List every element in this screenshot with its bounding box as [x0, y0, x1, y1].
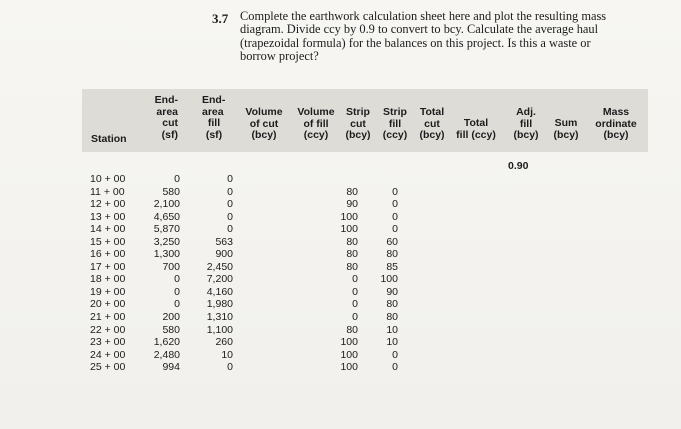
table-cell: 100 — [340, 348, 358, 361]
problem-number: 3.7 — [212, 11, 229, 26]
table-cell: 100 — [340, 336, 358, 349]
table-cell: 0 — [227, 185, 233, 198]
table-cell: 90 — [346, 198, 358, 211]
table-cell: 0 — [352, 285, 358, 298]
problem-line: diagram. Divide ccy by 0.9 to convert to bcy. Calculate the average haul — [240, 22, 599, 37]
table-cell: 994 — [162, 361, 180, 374]
problem-line: Complete the earthwork calculation sheet here and plot the resulting mass — [240, 9, 607, 23]
table-cell: 0 — [174, 273, 180, 286]
header-adj-fill: Adj. fill (bcy) — [513, 106, 539, 142]
table-cell: 580 — [162, 185, 180, 198]
table-cell: 1,300 — [153, 248, 180, 261]
table-cell: 2,100 — [153, 198, 180, 211]
table-cell: 100 — [340, 361, 358, 374]
header-total-cut: Total cut (bcy) — [419, 106, 445, 142]
table-cell: 1,100 — [206, 323, 233, 336]
table-cell: 2,450 — [206, 260, 233, 273]
table-cell: 10 + 00 — [90, 173, 126, 185]
table-cell: 24 + 00 — [90, 348, 126, 361]
table-cell: 14 + 00 — [90, 223, 126, 236]
strip-fill-column — [370, 173, 398, 374]
table-cell: 11 + 00 — [90, 185, 125, 198]
table-cell: 1,980 — [206, 298, 233, 311]
table-cell: 900 — [215, 248, 233, 261]
table-cell: 4,160 — [206, 285, 233, 298]
header-sum: Sum (bcy) — [553, 117, 579, 141]
table-cell: 80 — [386, 311, 398, 324]
strip-cut-column — [330, 173, 358, 374]
table-cell: 3,250 — [153, 235, 180, 248]
problem-line: (trapezoidal formula) for the balances on this project. Is this a waste or — [240, 35, 591, 50]
table-cell — [370, 173, 398, 186]
table-cell: 10 — [386, 323, 398, 336]
table-cell: 100 — [340, 223, 358, 236]
table-cell: 0 — [227, 198, 233, 211]
table-cell: 100 — [340, 210, 358, 223]
header-station: Station — [91, 133, 127, 145]
table-cell: 580 — [162, 323, 180, 336]
table-cell: 17 + 00 — [90, 260, 126, 273]
header-volume-cut: Volume of cut (bcy) — [245, 106, 283, 142]
table-cell: 200 — [162, 311, 180, 324]
table-cell: 23 + 00 — [90, 336, 126, 349]
table-cell: 7,200 — [206, 273, 233, 286]
table-cell: 0 — [392, 185, 398, 198]
table-cell: 100 — [380, 273, 398, 286]
table-cell: 80 — [346, 323, 358, 336]
table-cell: 0 — [392, 198, 398, 211]
table-cell: 13 + 00 — [90, 210, 126, 223]
table-cell: 90 — [386, 285, 398, 298]
table-cell: 0 — [174, 298, 180, 311]
problem-line: borrow project? — [240, 49, 319, 64]
table-cell: 0 — [227, 173, 233, 185]
table-cell: 0 — [352, 311, 358, 324]
table-cell: 260 — [215, 336, 233, 349]
adjustment-factor: 0.90 — [508, 160, 529, 172]
table-cell: 85 — [386, 260, 398, 273]
table-cell: 18 + 00 — [90, 273, 126, 286]
table-cell: 80 — [386, 248, 398, 261]
table-cell: 15 + 00 — [90, 235, 126, 248]
header-mass-ordinate: Mass ordinate (bcy) — [595, 106, 637, 142]
table-cell: 0 — [392, 223, 398, 236]
station-column — [90, 173, 125, 374]
header-end-area-cut: End- area cut (sf) — [154, 94, 178, 141]
table-cell: 10 — [386, 336, 398, 349]
table-cell: 16 + 00 — [90, 248, 126, 261]
table-cell: 563 — [215, 235, 233, 248]
table-cell: 12 + 00 — [90, 198, 126, 211]
header-volume-fill: Volume of fill (ccy) — [297, 106, 335, 142]
header-strip-fill: Strip fill (ccy) — [382, 106, 408, 142]
table-cell: 0 — [227, 210, 233, 223]
table-cell: 25 + 00 — [90, 361, 126, 374]
table-cell: 700 — [162, 260, 180, 273]
table-cell: 19 + 00 — [90, 285, 126, 298]
table-cell — [330, 173, 358, 186]
end-area-fill-column — [196, 173, 233, 374]
header-total-fill: Total fill (ccy) — [456, 117, 496, 141]
table-cell: 0 — [227, 223, 233, 236]
table-cell: 0 — [174, 285, 180, 298]
header-end-area-fill: End- area fill (sf) — [202, 94, 226, 141]
problem-statement — [240, 10, 660, 64]
table-cell: 5,870 — [153, 223, 180, 236]
table-cell: 0 — [392, 348, 398, 361]
end-area-cut-column — [140, 173, 180, 374]
table-cell: 22 + 00 — [90, 323, 126, 336]
table-cell: 80 — [386, 298, 398, 311]
table-cell: 80 — [346, 185, 358, 198]
table-cell: 20 + 00 — [90, 298, 126, 311]
table-cell: 60 — [386, 235, 398, 248]
table-cell: 80 — [346, 248, 358, 261]
table-cell: 0 — [227, 361, 233, 374]
table-cell: 10 — [221, 348, 233, 361]
table-cell: 0 — [352, 298, 358, 311]
table-cell: 80 — [346, 235, 358, 248]
table-cell: 21 + 00 — [90, 311, 126, 324]
header-strip-cut: Strip cut (bcy) — [345, 106, 371, 142]
table-cell: 0 — [392, 210, 398, 223]
table-cell: 0 — [174, 173, 180, 185]
table-cell: 80 — [346, 260, 358, 273]
table-cell: 4,650 — [153, 210, 180, 223]
table-cell: 1,310 — [206, 311, 233, 324]
table-cell: 2,480 — [153, 348, 180, 361]
table-cell: 1,620 — [153, 336, 180, 349]
table-cell: 0 — [352, 273, 358, 286]
table-cell: 0 — [392, 361, 398, 374]
